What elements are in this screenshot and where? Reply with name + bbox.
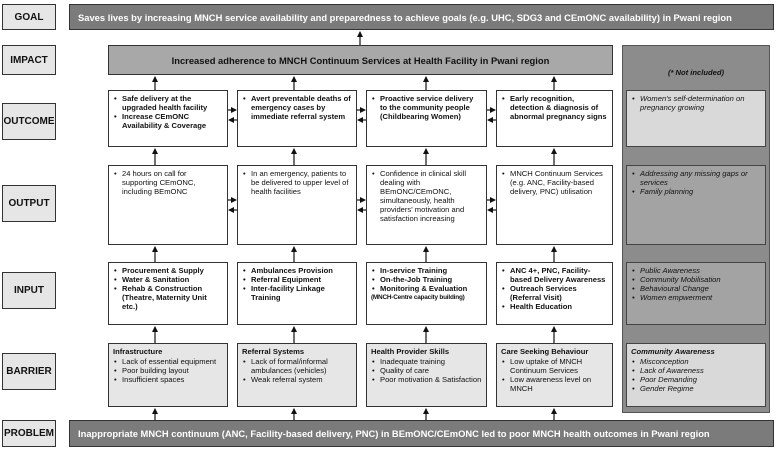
outcome-box-2 (237, 90, 357, 147)
output-item: • In an emergency, patients to be delivered to upper level of health facilities (242, 169, 352, 196)
outcome-box-3 (366, 90, 487, 147)
input-box-5 (626, 262, 766, 325)
input-item: • Referral Equipment (242, 275, 352, 284)
input-item: • Water & Sanitation (113, 275, 223, 284)
input-item: • Ambulances Provision (242, 266, 352, 275)
input-box-1 (108, 262, 228, 325)
outcome-box-4 (496, 90, 613, 147)
barrier-title: Health Provider Skills (371, 347, 450, 356)
input-box-4 (496, 262, 613, 325)
row-label-outcome: OUTCOME (2, 103, 56, 140)
output-item: • 24 hours on call for supporting CEmONC, including BEmONC (113, 169, 223, 196)
row-label-output: OUTPUT (2, 185, 56, 222)
barrier-box-1 (108, 343, 228, 407)
barrier-item: • Low uptake of MNCH Continuum Services (501, 357, 608, 375)
input-item: • Behavioural Change (631, 284, 761, 293)
outcome-item: • Avert preventable deaths of emergency cases by immediate referral system (242, 94, 352, 121)
barrier-item: • Weak referral system (242, 375, 352, 384)
input-item: • Community Mobilisation (631, 275, 761, 284)
barrier-item: • Lack of Awareness (631, 366, 761, 375)
barrier-title: Referral Systems (242, 347, 305, 356)
barrier-title: Care Seeking Behaviour (501, 347, 589, 356)
output-item: • Family planning (631, 187, 761, 196)
barrier-item: • Inadequate training (371, 357, 482, 366)
problem-banner: Inappropriate MNCH continuum (ANC, Facility-based delivery, PNC) in BEmONC/CEmONC led to poor MNCH health outcomes in Pwani region (69, 420, 774, 447)
input-item: • Health Education (501, 302, 608, 311)
row-label-problem: PROBLEM (2, 420, 56, 447)
barrier-item: • Poor building layout (113, 366, 223, 375)
barrier-box-2 (237, 343, 357, 407)
not-included-note: (* Not included) (667, 68, 725, 77)
input-item: • In-service Training (371, 266, 482, 275)
barrier-item: • Poor motivation & Satisfaction (371, 375, 482, 384)
barrier-item: • Gender Regime (631, 384, 761, 393)
barrier-box-5 (626, 343, 766, 407)
row-label-input: INPUT (2, 272, 56, 309)
input-item: • Inter-facility Linkage Training (242, 284, 352, 302)
goal-banner: Saves lives by increasing MNCH service availability and preparedness to achieve goals (e.g. UHC, SDG3 and CEmONC availability) in Pwani region (69, 4, 774, 30)
barrier-item: • Quality of care (371, 366, 482, 375)
row-label-barrier: BARRIER (2, 353, 56, 390)
barrier-title: Community Awareness (631, 347, 715, 356)
output-box-3 (366, 165, 487, 245)
output-box-4 (496, 165, 613, 245)
input-item: • Public Awareness (631, 266, 761, 275)
impact-banner: Increased adherence to MNCH Continuum Services at Health Facility in Pwani region (108, 45, 613, 75)
input-item: • Rehab & Construction (Theatre, Maternity Unit etc.) (113, 284, 223, 311)
input-box-3 (366, 262, 487, 325)
output-item: • Confidence in clinical skill dealing with BEmONC/CEmONC, simultaneously, health providers' motivation and satisfaction increasing (371, 169, 482, 223)
barrier-item: • Lack of essential equipment (113, 357, 223, 366)
row-label-impact: IMPACT (2, 45, 56, 75)
input-note: (MNCH-Centre capacity building) (371, 294, 465, 301)
input-box-2 (237, 262, 357, 325)
output-box-1 (108, 165, 228, 245)
input-item: • Outreach Services (Referral Visit) (501, 284, 608, 302)
input-item: • Women empwerment (631, 293, 761, 302)
outcome-item: • Women's self-determination on pregnancy growing (631, 94, 761, 112)
barrier-box-4 (496, 343, 613, 407)
outcome-box-1 (108, 90, 228, 147)
outcome-item: • Early recognition, detection & diagnosis of abnormal pregnancy signs (501, 94, 608, 121)
barrier-item: • Lack of formal/informal ambulances (vehicles) (242, 357, 352, 375)
row-label-goal: GOAL (2, 4, 56, 30)
barrier-item: • Misconception (631, 357, 761, 366)
input-item: • ANC 4+, PNC, Facility-based Delivery Awareness (501, 266, 608, 284)
barrier-box-3 (366, 343, 487, 407)
barrier-title: Infrastructure (113, 347, 163, 356)
output-box-2 (237, 165, 357, 245)
outcome-item: • Proactive service delivery to the community people (Childbearing Women) (371, 94, 482, 121)
output-box-5 (626, 165, 766, 245)
barrier-item: • Poor Demanding (631, 375, 761, 384)
input-item: • Monitoring & Evaluation (371, 284, 482, 293)
outcome-item: • Increase CEmONC Availability & Coverage (113, 112, 223, 130)
barrier-item: • Low awareness level on MNCH (501, 375, 608, 393)
outcome-item: • Safe delivery at the upgraded health facility (113, 94, 223, 112)
input-item: • On-the-Job Training (371, 275, 482, 284)
outcome-box-5 (626, 90, 766, 147)
input-item: • Procurement & Supply (113, 266, 223, 275)
output-item: • MNCH Continuum Services (e.g. ANC, Facility-based delivery, PNC) utilisation (501, 169, 608, 196)
barrier-item: • Insufficient spaces (113, 375, 223, 384)
output-item: • Addressing any missing gaps or services (631, 169, 761, 187)
